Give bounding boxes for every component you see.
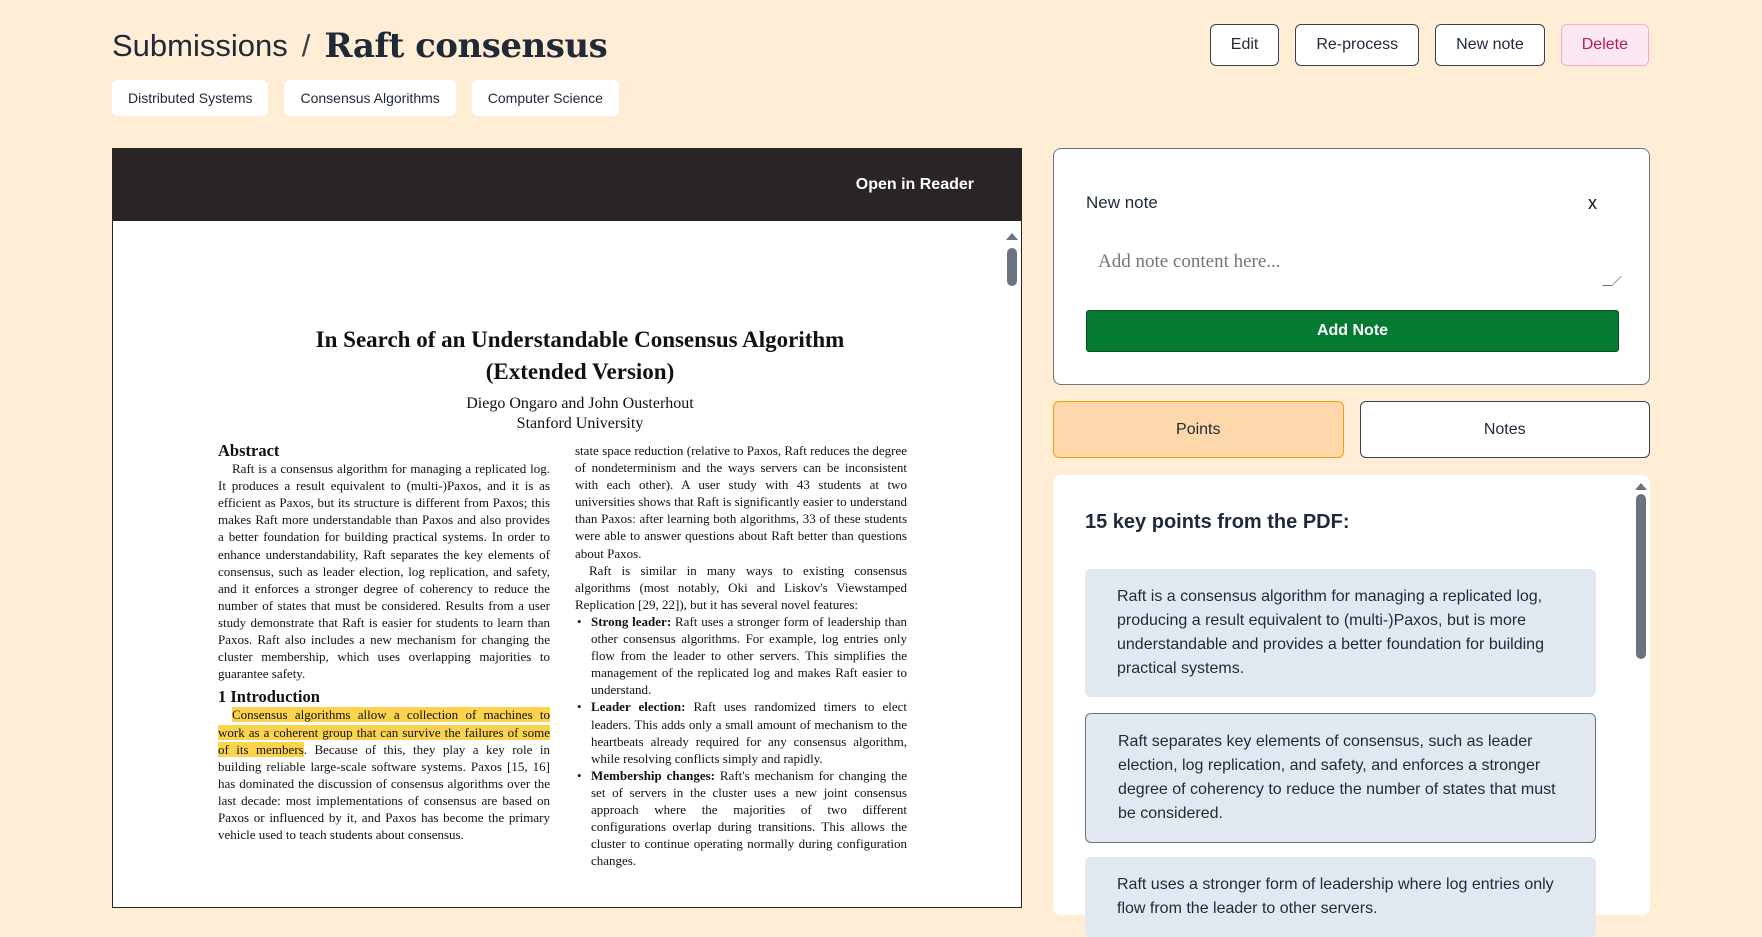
feature-text: Raft's mechanism for changing the set of servers in the cluster uses a new joint consensus approach where the majorities of two different configurations overlap during transitions. This allows the cluster to continue operating normally during configuration changes. — [591, 767, 907, 869]
key-point-item[interactable]: Raft is a consensus algorithm for managing a replicated log, producing a result equivalent to (multi-)Paxos, but is more understandable and provides a better foundation for building practical systems. — [1085, 569, 1596, 697]
page-title: Raft consensus — [324, 26, 608, 66]
breadcrumb-submissions-link[interactable]: Submissions — [112, 28, 288, 63]
highlighted-text[interactable]: Consensus algorithms allow a collection of machines to work as a coherent group that can survive the failures of some of its members — [218, 707, 550, 757]
new-note-card — [1053, 148, 1650, 385]
paper-title — [218, 324, 908, 388]
tab-points[interactable]: Points — [1053, 401, 1344, 458]
scroll-up-arrow-icon[interactable] — [1635, 483, 1647, 490]
feature-list — [591, 613, 907, 869]
feature-lead: Leader election: — [591, 699, 686, 715]
tag-list — [112, 80, 619, 116]
scroll-thumb[interactable] — [1636, 494, 1646, 659]
paper-title-line2: (Extended Version) — [485, 359, 675, 384]
tag-chip[interactable]: Computer Science — [472, 80, 619, 116]
abstract-paragraph: Raft is a consensus algorithm for managing a replicated log. It produces a result equivalent to (multi-)Paxos, and it is as efficient as Paxos, but its structure is different from Paxos; this makes Raft more understandable than Paxos and also provides a better foundation for building practical systems. In order to enhance understandability, Raft separates the key elements of consensus, such as leader election, log replication, and safety, and it enforces a stronger degree of coherency to reduce the number of states that must be considered. Results from a user study demonstrate that Raft is easier for students to learn than Paxos. Raft also includes a new mechanism for changing the cluster membership, which uses overlapping majorities to guarantee safety. — [218, 461, 550, 682]
key-point-item[interactable]: Raft separates key elements of consensus, such as leader election, log replication, and safety, and enforces a stronger degree of coherency to reduce the number of states that must be considered. — [1085, 713, 1596, 843]
pdf-toolbar — [113, 149, 1021, 221]
tag-chip[interactable]: Distributed Systems — [112, 80, 268, 116]
pdf-viewer — [112, 148, 1022, 908]
intro-paragraph — [218, 706, 550, 843]
paper-columns — [218, 442, 908, 869]
key-point-item[interactable]: Raft uses a stronger form of leadership where log entries only flow from the leader to other servers. — [1085, 857, 1596, 937]
note-card-title: New note — [1086, 193, 1158, 212]
open-in-reader-link[interactable]: Open in Reader — [855, 176, 974, 193]
key-points-panel — [1053, 475, 1650, 915]
paper-right-column — [575, 442, 907, 869]
feature-item — [591, 698, 907, 766]
tag-chip[interactable]: Consensus Algorithms — [284, 80, 455, 116]
key-points-heading: 15 key points from the PDF: — [1085, 511, 1350, 533]
reprocess-button[interactable]: Re-process — [1295, 24, 1419, 66]
abstract-heading: Abstract — [218, 441, 280, 460]
feature-text: Raft uses a stronger form of leadership than other consensus algorithms. For example, log entries only flow from the leader to other servers. This simplifies the management of the replicated log and makes Raft easier to understand. — [591, 613, 907, 698]
edit-button[interactable]: Edit — [1210, 24, 1280, 66]
header-actions — [1210, 24, 1649, 66]
feature-item — [591, 767, 907, 870]
points-scrollbar[interactable] — [1634, 479, 1648, 919]
feature-text: Raft uses randomized timers to elect leaders. This adds only a small amount of mechanism to the heartbeats already required for any consensus algorithm, while resolving conflicts simply and rapidly. — [591, 699, 907, 766]
close-icon[interactable]: x — [1588, 193, 1597, 213]
feature-lead: Membership changes: — [591, 767, 716, 783]
feature-lead: Strong leader: — [591, 613, 672, 629]
scroll-thumb[interactable] — [1007, 248, 1017, 286]
add-note-button[interactable]: Add Note — [1086, 310, 1619, 352]
author-names: Diego Ongaro and John Ousterhout — [466, 395, 694, 412]
breadcrumb-separator: / — [301, 28, 311, 63]
breadcrumb — [112, 18, 607, 74]
paper-left-column — [218, 442, 550, 869]
delete-button[interactable]: Delete — [1561, 24, 1649, 66]
paper-title-line1: In Search of an Understandable Consensus Algorithm — [315, 327, 845, 352]
author-affiliation: Stanford University — [516, 415, 644, 432]
scroll-up-arrow-icon[interactable] — [1006, 233, 1018, 240]
new-note-button[interactable]: New note — [1435, 24, 1545, 66]
right-paragraph: state space reduction (relative to Paxos, Raft reduces the degree of nondeterminism and the ways servers can be inconsistent with each other). A user study with 43 students at two universities shows that Raft is significantly easier to understand than Paxos: after learning both algorithms, 33 of these students were able to answer questions about Raft better than questions about Paxos. — [575, 443, 907, 561]
intro-heading: 1 Introduction — [218, 687, 320, 707]
note-content-input[interactable] — [1086, 241, 1620, 293]
paper-authors — [218, 394, 908, 434]
tab-notes[interactable]: Notes — [1360, 401, 1651, 458]
feature-item — [591, 613, 907, 698]
right-paragraph: Raft is similar in many ways to existing consensus algorithms (most notably, Oki and Liskov's Viewstamped Replication [29, 22]), but it has several novel features: — [575, 562, 907, 612]
pdf-page — [218, 324, 908, 869]
view-tabs — [1053, 401, 1650, 458]
pdf-scrollbar[interactable] — [1005, 225, 1019, 925]
intro-text: . Because of this, they play a key role in building reliable large-scale software systems. Paxos [15, 16] has dominated the discussion of consensus algorithms over the last decade: most implementations of consensus are based on Paxos or influenced by it, and Paxos has become the primary vehicle used to teach students about consensus. — [218, 741, 550, 843]
